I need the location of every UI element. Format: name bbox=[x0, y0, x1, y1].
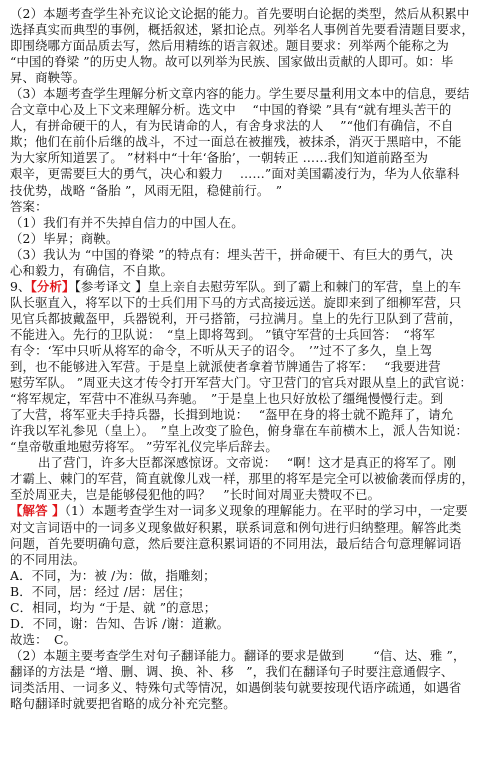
line-text: “将军规定，军营中不准纵马奔驰。 ”于是皇上也只好放松了缰绳慢慢行走。到 bbox=[10, 391, 444, 407]
text-line bbox=[10, 584, 477, 600]
line-text: 心和毅力，有确信，不自欺。 bbox=[10, 262, 174, 278]
text-line bbox=[10, 70, 477, 86]
text-line bbox=[10, 423, 477, 439]
line-text: 慰劳军队。 ”周亚夫这才传令打开军营大门。守卫营门的官兵对跟从皇上的武官说： bbox=[10, 375, 473, 391]
text-line bbox=[10, 471, 477, 487]
text-line bbox=[10, 680, 477, 696]
section-marker: 【分析】 bbox=[30, 278, 75, 294]
text-line bbox=[10, 231, 477, 247]
text-line bbox=[10, 134, 477, 150]
text-line bbox=[10, 215, 477, 231]
line-text: B．不同，居：经过 /居：居住； bbox=[10, 583, 191, 599]
text-line bbox=[10, 487, 477, 503]
line-text: 选择真实而典型的事例，概括叙述，紧扣论点。列举名人事例首先要看清题目要求， bbox=[10, 22, 475, 38]
line-text: 许我以军礼参见（皇上）。 ”皇上改变了脸色，俯身靠在车前横木上，派人告知说： bbox=[10, 423, 469, 439]
line-text: 合文章中心及上下文来理解分析。选文中 “中国的脊梁 ”具有“就有埋头苦干的 bbox=[10, 102, 452, 118]
text-line bbox=[10, 632, 477, 648]
line-text: 词类活用、一词多义、特殊句式等情况，如遇倒装句就要按现代语序疏通，如遇省 bbox=[10, 679, 462, 695]
text-line bbox=[10, 311, 477, 327]
text-line bbox=[10, 38, 477, 54]
line-text: 对文言词语中的一词多义现象做好积累，联系词意和例句进行归纳整理。解答此类 bbox=[10, 519, 462, 535]
text-line bbox=[38, 455, 477, 471]
text-line bbox=[10, 343, 477, 359]
text-line bbox=[10, 536, 477, 552]
line-text: 至於周亚夫，岂是能够侵犯他的吗？ ”长时间对周亚夫赞叹不已。 bbox=[10, 487, 381, 503]
text-line bbox=[10, 696, 477, 712]
text-line bbox=[10, 54, 477, 70]
line-text: 技优势，战略 “备胎 ”，风雨无阻，稳健前行。 ” bbox=[10, 182, 283, 198]
line-text: 见官兵都披戴盔甲，兵器锐利，开弓搭箭，弓拉满月。皇上的先行卫队到了营前， bbox=[10, 310, 462, 326]
line-text: 昇、商鞅等。 bbox=[10, 70, 86, 86]
line-text: （3）我认为 “中国的脊梁 ”的特点有：埋头苦干，拼命硬干、有巨大的勇气，决 bbox=[10, 246, 454, 262]
line-text: 艰辛，更需要巨大的勇气，决心和毅力 ……”面对美国霸凌行为，华为人依靠科 bbox=[10, 166, 460, 182]
text-line bbox=[10, 503, 477, 519]
line-text: 才霸上、棘门的军营，简直就像儿戏一样，那里的将军是完全可以被偷袭而俘虏的， bbox=[10, 471, 475, 487]
text-line bbox=[10, 375, 477, 391]
line-text: 到，也不能够进入军营。于是皇上就派使者拿着节牌通告了将军： “我要进营 bbox=[10, 359, 441, 375]
line-text: 为大家所知道罢了。 ”材料中“十年‘备胎’，一朝转正 ……我们知道前路至为 bbox=[10, 150, 429, 166]
line-text: 人，有拼命硬干的人，有为民请命的人，有舍身求法的人 ”“他们有确信，不自 bbox=[10, 118, 454, 134]
text-line bbox=[10, 552, 477, 568]
line-text: （1）本题考查学生对一词多义现象的理解能力。在平时的学习中，一定要 bbox=[64, 503, 468, 519]
line-text: （2）毕昇；商鞅。 bbox=[10, 230, 119, 246]
line-text: 略句翻译时就要把省略的成分补充完整。 bbox=[10, 696, 236, 712]
section-marker: 【解答 】 bbox=[10, 503, 65, 519]
text-line bbox=[10, 22, 477, 38]
line-text: （2）本题主要考查学生对句子翻译能力。翻译的要求是做到 “信、达、雅 ”， bbox=[10, 647, 466, 663]
line-text: 的不同用法。 bbox=[10, 551, 86, 567]
line-text: 9、 bbox=[10, 278, 31, 294]
line-text: 出了营门，许多大臣都深感惊讶。文帝说： “啊！这才是真正的将军了。刚 bbox=[38, 455, 457, 471]
line-text: D．不同，谢：告知、告诉 /谢：道歉。 bbox=[10, 615, 230, 631]
line-text: （2）本题考查学生补充议论文论据的能力。首先要明白论据的类型，然后从积累中 bbox=[10, 6, 470, 21]
line-text: 【参考译文 】皇上亲自去慰劳军队。到了霸上和棘门的军营，皇上的车 bbox=[74, 278, 462, 294]
line-text: 问题，首先要明确句意，然后要注意积累词语的不同用法，最后结合句意理解词语 bbox=[10, 535, 462, 551]
text-line bbox=[10, 150, 477, 166]
line-text: 有令：‘军中只听从将军的命令，不听从天子的诏令。 ’”过不了多久，皇上驾 bbox=[10, 342, 433, 358]
text-line bbox=[10, 279, 477, 295]
line-text: 故选： C。 bbox=[10, 631, 77, 647]
line-text: 即围绕哪方面品质去写，然后用精练的语言叙述。题目要求：列举两个能称之为 bbox=[10, 38, 449, 54]
line-text: 答案： bbox=[10, 198, 48, 214]
text-line bbox=[10, 247, 477, 263]
text-line bbox=[10, 648, 477, 664]
text-line bbox=[10, 263, 477, 279]
line-text: 翻译的方法是 “增、删、调、换、补、移 ”，我们在翻译句子时要注意通假字、 bbox=[10, 663, 454, 679]
line-text: “皇帝敬重地慰劳将军。 ”劳军礼仪完毕后辞去。 bbox=[10, 439, 278, 455]
text-line bbox=[10, 391, 477, 407]
text-line bbox=[10, 359, 477, 375]
text-line bbox=[10, 600, 477, 616]
text-line bbox=[10, 6, 477, 22]
text-line bbox=[10, 102, 477, 118]
line-text: 欺；他们在前仆后继的战斗，不过一面总在被摧残，被抹杀，消灭于黑暗中，不能 bbox=[10, 134, 462, 150]
text-line bbox=[10, 664, 477, 680]
line-text: 了大营，将军亚夫手持兵器，长揖到地说： “盔甲在身的将士就不跪拜了，请允 bbox=[10, 407, 454, 423]
line-text: 不能进入。先行的卫队说： “皇上即将驾到。 ”镇守军营的士兵回答： “将军 bbox=[10, 326, 435, 342]
text-line bbox=[10, 295, 477, 311]
line-text: “中国的脊梁 ”的历史人物。故可以列举为民族、国家做出贡献的人即可。如：毕 bbox=[10, 54, 454, 70]
text-line bbox=[10, 520, 477, 536]
text-line bbox=[10, 407, 477, 423]
line-text: （3）本题考查学生理解分析文章内容的能力。学生要尽量利用文本中的信息，要结 bbox=[10, 86, 470, 102]
text-line bbox=[10, 616, 477, 632]
line-text: 队长驱直入，将军以下的士兵们用下马的方式高接远送。旋即来到了细柳军营，只 bbox=[10, 294, 462, 310]
line-text: C．相同，均为 “于是、就 ”的意思； bbox=[10, 599, 217, 615]
text-line bbox=[10, 199, 477, 215]
text-line bbox=[10, 86, 477, 102]
text-line bbox=[10, 439, 477, 455]
line-text: （1）我们有并不失掉自信力的中国人在。 bbox=[10, 214, 244, 230]
text-line bbox=[10, 568, 477, 584]
line-text: A．不同，为：被 /为：做，指雕刻； bbox=[10, 567, 216, 583]
text-line bbox=[10, 183, 477, 199]
text-line bbox=[10, 327, 477, 343]
text-line bbox=[10, 118, 477, 134]
text-line bbox=[10, 166, 477, 182]
